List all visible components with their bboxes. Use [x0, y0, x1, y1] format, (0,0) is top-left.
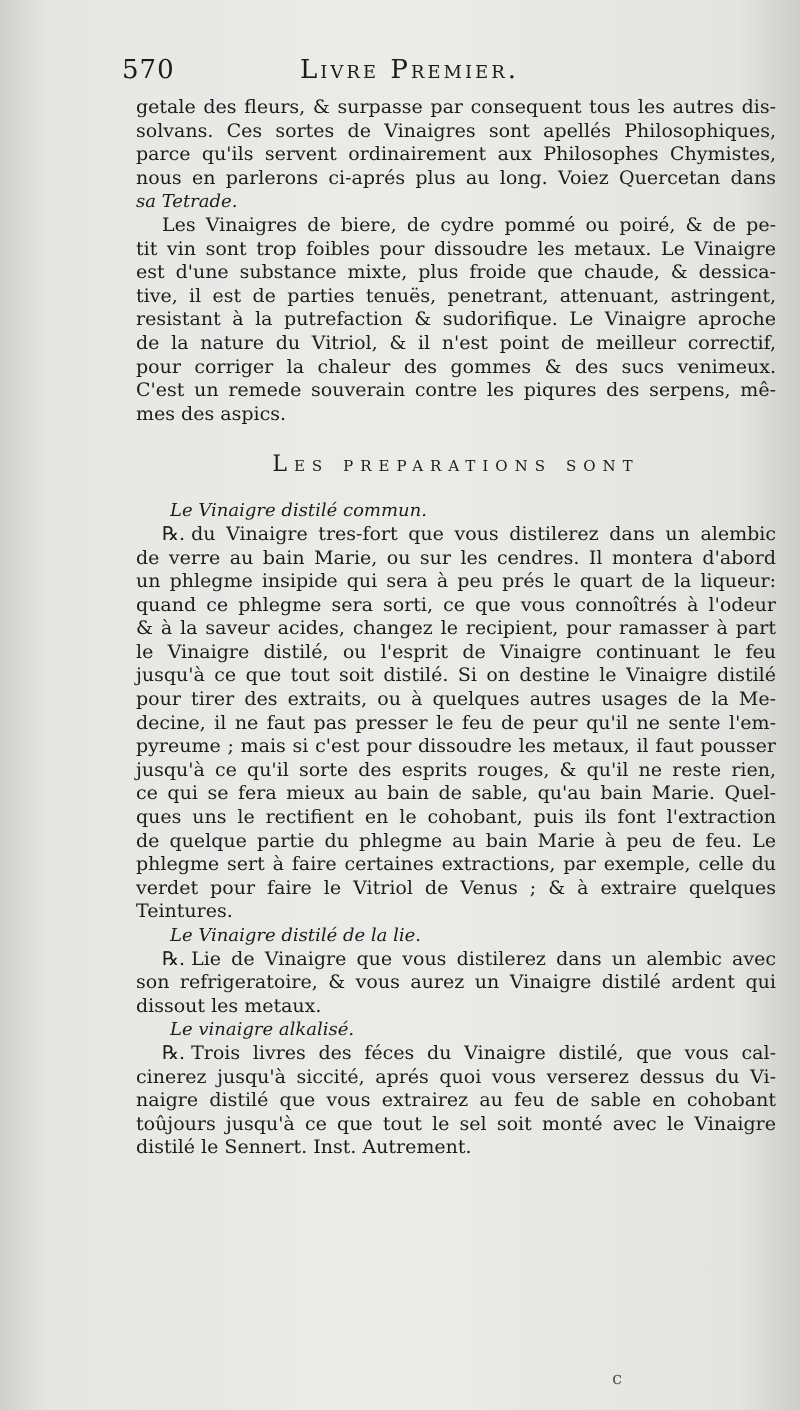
text-line: ques uns le rectifient en le cohobant, puis ils font l'extraction [136, 806, 776, 829]
text-line: nous en parlerons ci-aprés plus au long. Voiez Quercetan dans [136, 166, 776, 189]
text-line: de quelque partie du phlegme au bain Marie à peu de feu. Le [136, 829, 776, 852]
text-line: sa Tetrade. [136, 191, 238, 213]
running-header [122, 55, 642, 91]
recipe-title: Le Vinaigre distilé de la lie. [170, 925, 421, 946]
text-line: ℞. Lie de Vinaigre que vous distilerez dans un alembic avec [162, 947, 776, 970]
text-line: decine, il ne faut pas presser le feu de peur qu'il ne sente l'em- [136, 711, 776, 734]
text-line: mes des aspics. [136, 402, 286, 425]
text-line: Teintures. [136, 900, 233, 923]
text-line: le Vinaigre distilé, ou l'esprit de Vinaigre continuant le feu [136, 640, 776, 663]
text-line: Les Vinaigres de biere, de cydre pommé ou poiré, & de pe- [162, 213, 776, 236]
text-line: est d'une substance mixte, plus froide que chaude, & dessica- [136, 261, 776, 284]
text-line: naigre distilé que vous extrairez au feu de sable en cohobant [136, 1089, 776, 1112]
text-line: un phlegme insipide qui sera à peu prés le quart de la liqueur: [136, 570, 776, 593]
text-line: jusqu'à ce qu'il sorte des esprits rouges, & qu'il ne reste rien, [136, 758, 776, 781]
text-line: resistant à la putrefaction & sudorifique. Le Vinaigre aproche [136, 308, 776, 331]
text-line: pour corriger la chaleur des gommes & des sucs venimeux. [136, 355, 776, 378]
text-line: ℞. du Vinaigre tres-fort que vous distilerez dans un alembic [162, 522, 776, 545]
running-title: Livre Premier. [300, 55, 520, 85]
recipe-mark: ℞. [162, 1041, 186, 1064]
text-line: getale des fleurs, & surpasse par consequent tous les autres dis- [136, 96, 776, 118]
page-number: 570 [122, 55, 175, 85]
text-line: jusqu'à ce que tout soit distilé. Si on destine le Vinaigre distilé [136, 664, 776, 687]
text-line: pour tirer des extraits, ou à quelques autres usages de la Me- [136, 688, 776, 711]
text-line: pyreume ; mais si c'est pour dissoudre les metaux, il faut pousser [136, 735, 776, 758]
text-line: quand ce phlegme sera sorti, ce que vous connoîtrés à l'odeur [136, 593, 776, 616]
text-line: distilé le Sennert. Inst. Autrement. [136, 1136, 472, 1159]
text-line: tit vin sont trop foibles pour dissoudre les metaux. Le Vinaigre [136, 237, 776, 260]
section-heading: Les preparations sont [272, 452, 640, 478]
text-line: phlegme sert à faire certaines extractions, par exemple, celle du [136, 853, 776, 876]
page-body [136, 96, 776, 1160]
text-line: de verre au bain Marie, ou sur les cendres. Il montera d'abord [136, 546, 776, 569]
text-line: ℞. Trois livres des féces du Vinaigre distilé, que vous cal- [162, 1041, 776, 1064]
text-line: son refrigeratoire, & vous aurez un Vinaigre distilé ardent qui [136, 971, 776, 994]
recipe-title: Le Vinaigre distilé commun. [170, 500, 427, 522]
text-line: verdet pour faire le Vitriol de Venus ; & à extraire quelques [136, 876, 776, 899]
text-line: parce qu'ils servent ordinairement aux Philosophes Chymistes, [136, 143, 776, 166]
text-line: cinerez jusqu'à siccité, aprés quoi vous verserez dessus du Vi- [136, 1065, 776, 1088]
text-line: tive, il est de parties tenuës, penetrant, attenuant, astringent, [136, 284, 776, 307]
recipe-title: Le vinaigre alkalisé. [170, 1019, 355, 1041]
text-line: toûjours jusqu'à ce que tout le sel soit monté avec le Vinaigre [136, 1112, 776, 1135]
text-line: dissout les metaux. [136, 994, 322, 1017]
text-line: de la nature du Vitriol, & il n'est point de meilleur correctif, [136, 331, 776, 354]
text-line: & à la saveur acides, changez le recipient, pour ramasser à part [136, 617, 776, 640]
stray-mark: c [612, 1368, 623, 1389]
recipe-mark: ℞. [162, 522, 186, 545]
recipe-mark: ℞. [162, 947, 186, 970]
text-line: solvans. Ces sortes de Vinaigres sont apellés Philosophiques, [136, 119, 776, 142]
text-line: ce qui se fera mieux au bain de sable, qu'au bain Marie. Quel- [136, 782, 776, 805]
text-line: C'est un remede souverain contre les piqures des serpens, mê- [136, 379, 776, 402]
